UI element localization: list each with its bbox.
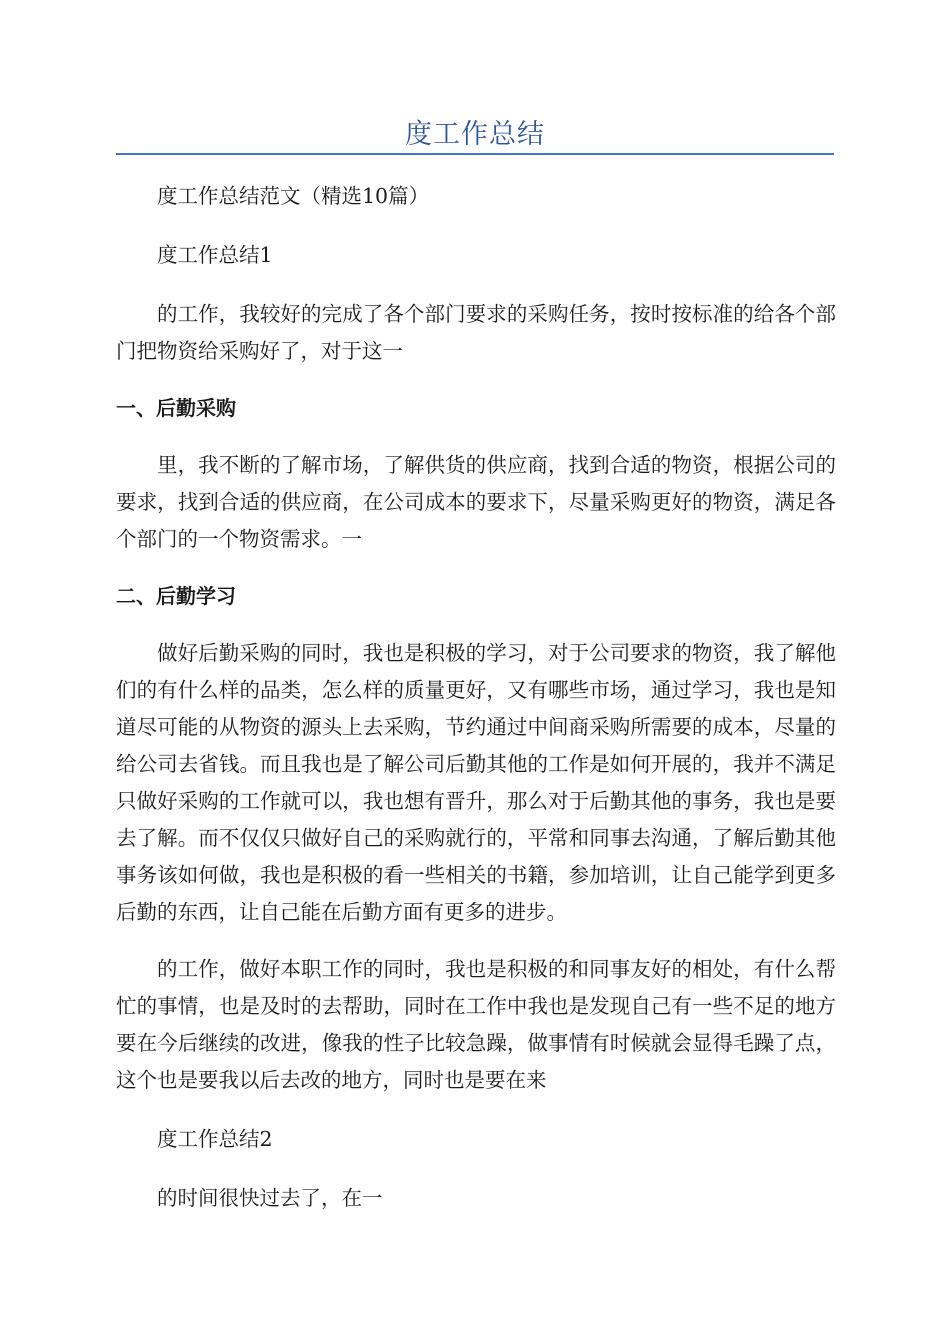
subheading-learning: 二、后勤学习 [116,584,236,608]
paragraph-1: 的工作，我较好的完成了各个部门要求的采购任务，按时按标准的给各个部门把物资给采购好了，对于这一 [116,302,836,363]
paragraph-3: 做好后勤采购的同时，我也是积极的学习，对于公司要求的物资，我了解他们的有什么样的品类，怎么样的质量更好，又有哪些市场，通过学习，我也是知道尽可能的从物资的源头上去采购，节约通过中间商采购所需要的成本，尽量的给公司去省钱。而且我也是了解公司后勤其他的工作是如何开展的，我并不满足只做好采购的工作就可以，我也想有晋升，那么对于后勤其他的事务，我也是要去了解。而不仅仅只做好自己的采购就行的，平常和同事去沟通，了解后勤其他事务该如何做，我也是积极的看一些相关的书籍，参加培训，让自己能学到更多后勤的东西，让自己能在后勤方面有更多的进步。 [116,641,836,924]
document-title: 度工作总结 [405,119,545,150]
paragraph-5: 的时间很快过去了，在一 [157,1186,383,1210]
paragraph-2: 里，我不断的了解市场，了解供货的供应商，找到合适的物资，根据公司的要求，找到合适的供应商，在公司成本的要求下，尽量采购更好的物资，满足各个部门的一个物资需求。一 [116,453,836,551]
section-heading-1: 度工作总结1 [157,243,273,267]
subheading-procurement: 一、后勤采购 [116,396,236,420]
section-heading-2: 度工作总结2 [157,1127,273,1151]
title-underline [116,153,834,155]
paragraph-4: 的工作，做好本职工作的同时，我也是积极的和同事友好的相处，有什么帮忙的事情，也是及时的去帮助，同时在工作中我也是发现自己有一些不足的地方要在今后继续的改进，像我的性子比较急躁，做事情有时候就会显得毛躁了点，这个也是要我以后去改的地方，同时也是要在来 [116,957,836,1092]
document-body [116,162,836,1217]
document-subtitle: 度工作总结范文（精选10篇） [157,184,430,208]
